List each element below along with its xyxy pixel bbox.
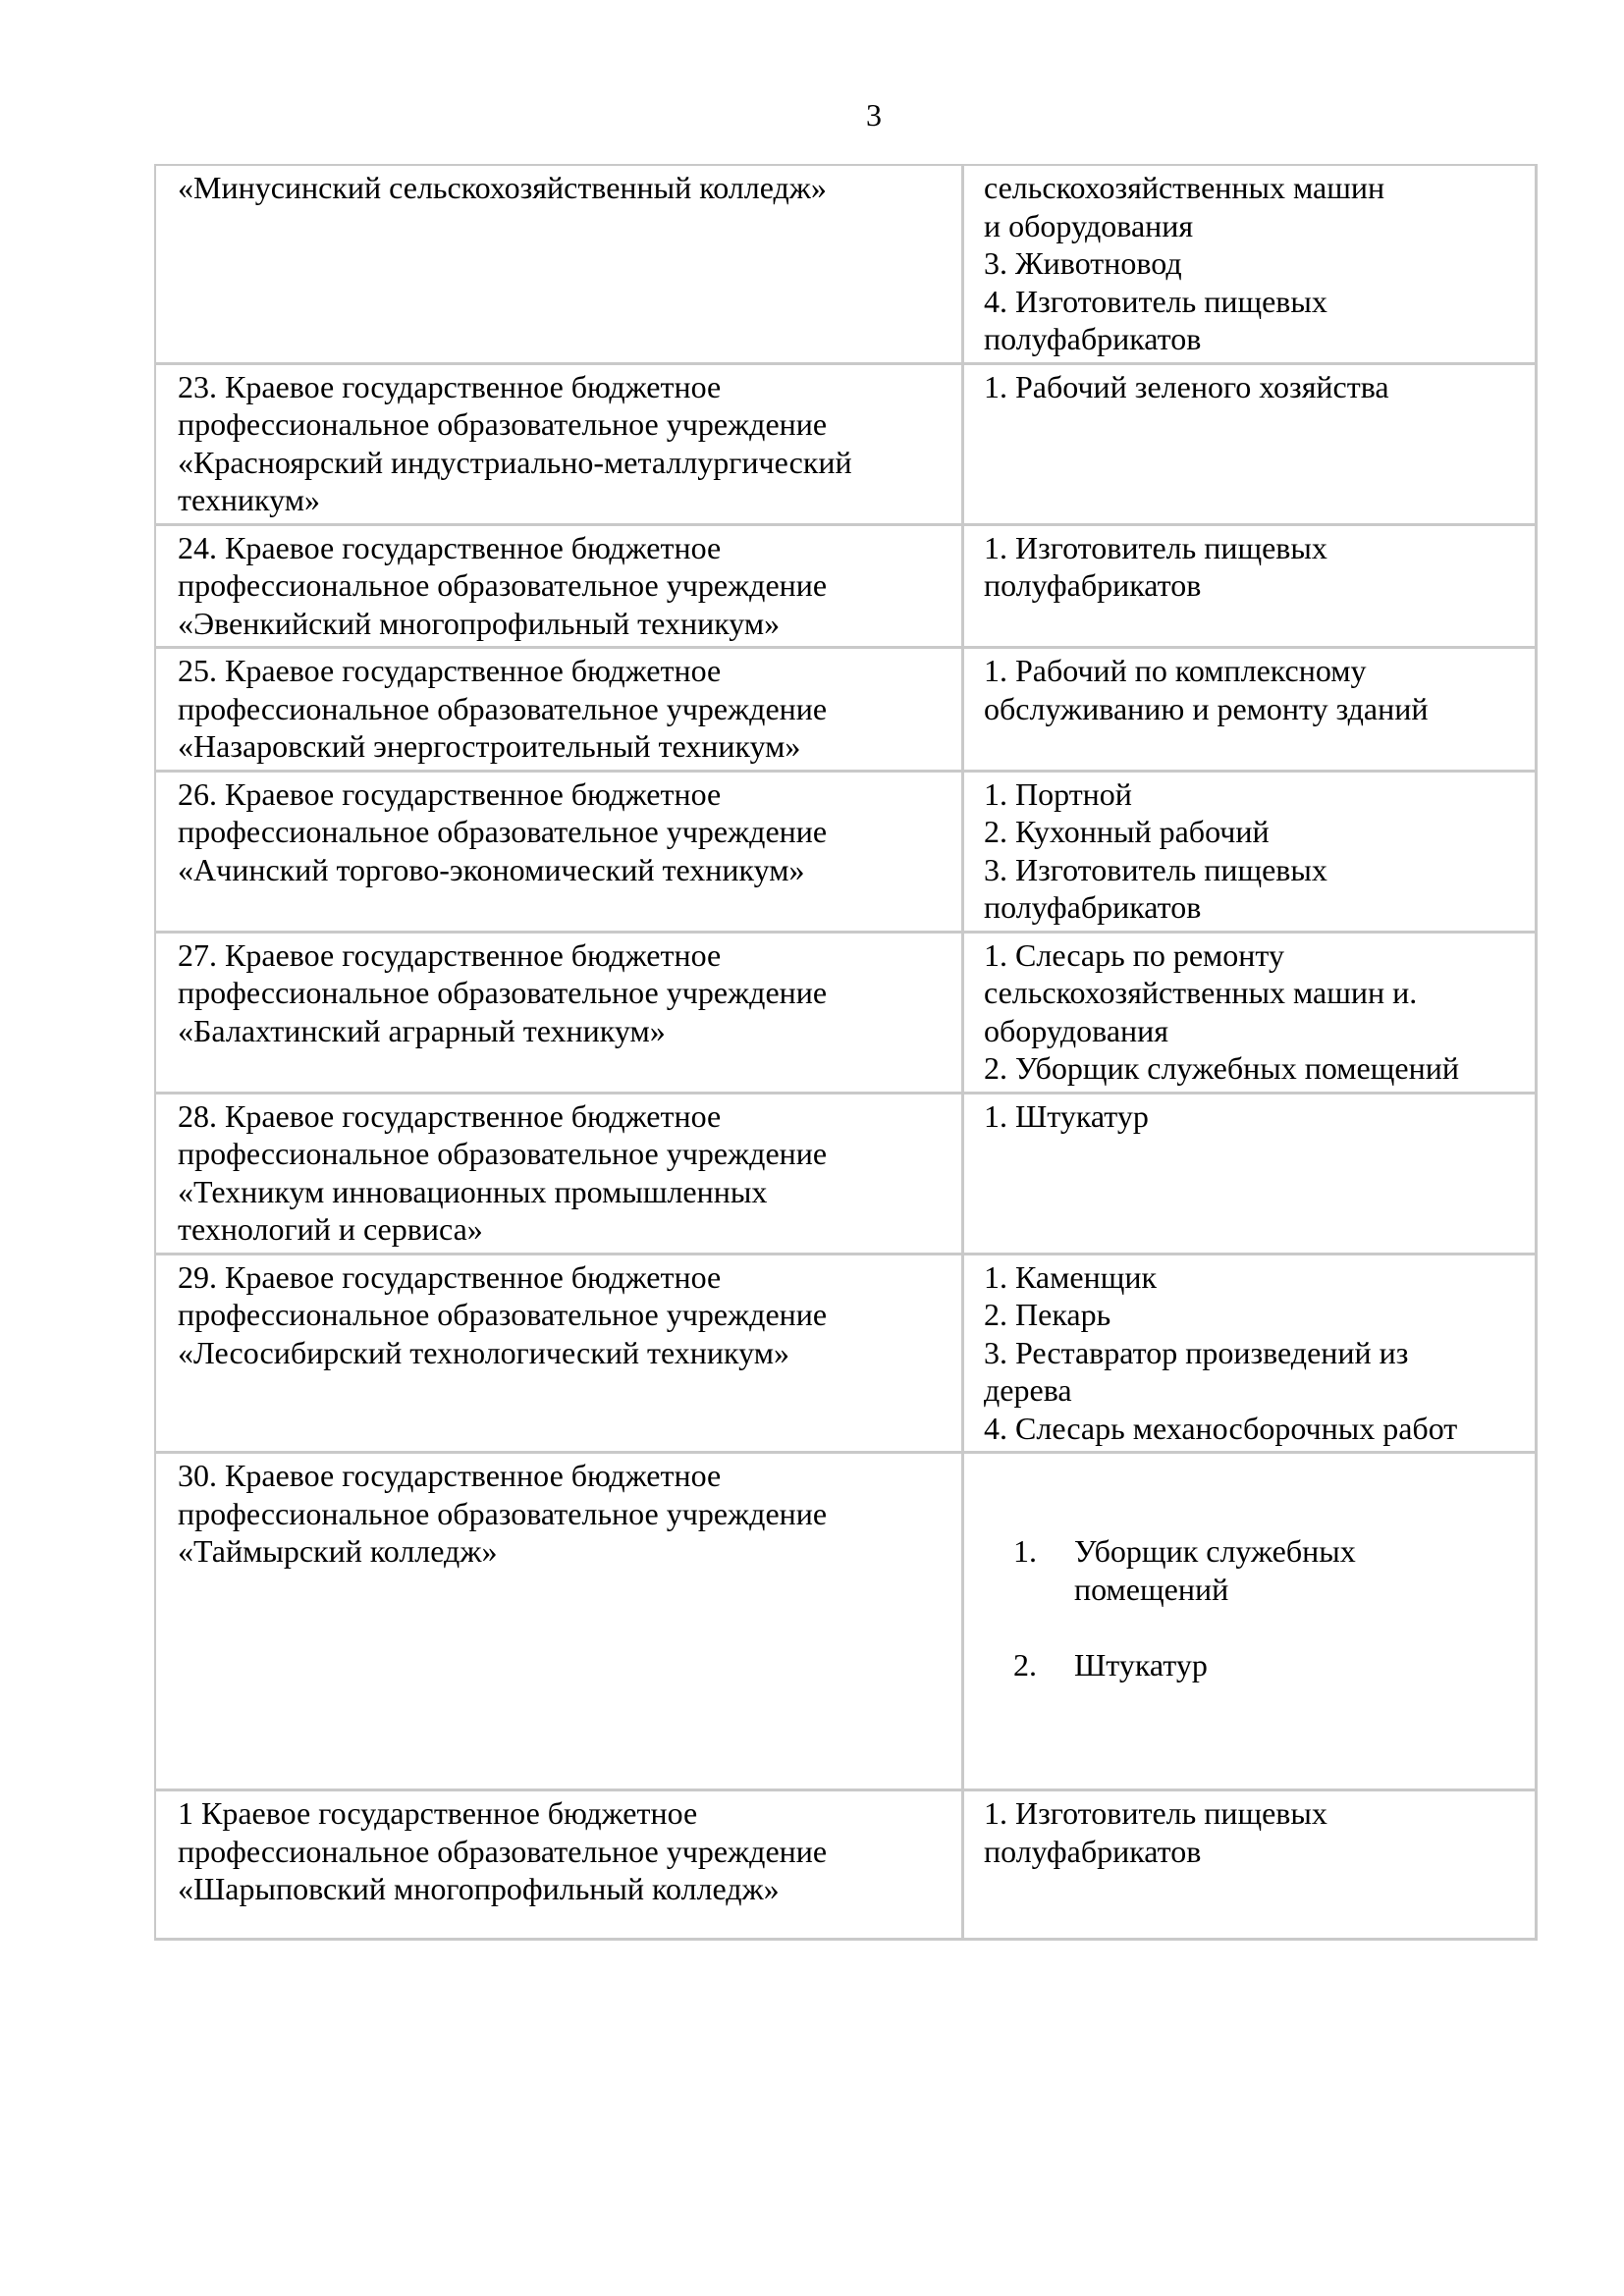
professions-cell [964, 1454, 1538, 1791]
table-row [156, 934, 1538, 1095]
table-row [156, 166, 1538, 365]
list-item-number: 1. [1013, 1533, 1037, 1569]
table-row [156, 1791, 1538, 1941]
institution-cell: 23. Краевое государственное бюджетное профессиональное образовательное учреждение «Красноярский индустриально-металлургический техникум» [156, 365, 964, 526]
institution-cell: «Минусинский сельскохозяйственный колледж» [156, 166, 964, 365]
institution-cell: 25. Краевое государственное бюджетное профессиональное образовательное учреждение «Назаровский энергостроительный техникум» [156, 649, 964, 773]
page-number: 3 [866, 97, 882, 133]
institutions-table [154, 164, 1538, 1941]
list-item-text: Штукатур [1074, 1646, 1208, 1682]
professions-cell: 1. Рабочий по комплексному обслуживанию и ремонту зданий [964, 649, 1538, 773]
table-row [156, 526, 1538, 650]
professions-cell: 1. Рабочий зеленого хозяйства [964, 365, 1538, 526]
list-item [1013, 1532, 1525, 1608]
professions-cell: 1. Штукатур [964, 1095, 1538, 1255]
institution-cell: 29. Краевое государственное бюджетное профессиональное образовательное учреждение «Лесосибирский технологический техникум» [156, 1255, 964, 1455]
table-row [156, 1454, 1538, 1791]
institution-cell: 28. Краевое государственное бюджетное профессиональное образовательное учреждение «Техникум инновационных промышленных технологий и сервиса» [156, 1095, 964, 1255]
professions-cell: 1. Изготовитель пищевых полуфабрикатов [964, 1791, 1538, 1941]
list-item-number: 2. [1013, 1646, 1037, 1682]
table-row [156, 1095, 1538, 1255]
professions-cell: 1. Изготовитель пищевых полуфабрикатов [964, 526, 1538, 650]
list-item-text: Уборщик служебных помещений [1074, 1533, 1356, 1607]
institution-cell: 30. Краевое государственное бюджетное профессиональное образовательное учреждение «Таймырский колледж» [156, 1454, 964, 1791]
institution-cell: 27. Краевое государственное бюджетное профессиональное образовательное учреждение «Балахтинский аграрный техникум» [156, 934, 964, 1095]
professions-cell: 1. Каменщик 2. Пекарь 3. Реставратор произведений из дерева 4. Слесарь механосборочных работ [964, 1255, 1538, 1455]
professions-list [984, 1495, 1525, 1722]
professions-cell: сельскохозяйственных машин и оборудования 3. Животновод 4. Изготовитель пищевых полуфабрикатов [964, 166, 1538, 365]
table-row [156, 649, 1538, 773]
institution-cell: 1 Краевое государственное бюджетное профессиональное образовательное учреждение «Шарыповский многопрофильный колледж» [156, 1791, 964, 1941]
table-row [156, 773, 1538, 934]
professions-cell: 1. Портной 2. Кухонный рабочий 3. Изготовитель пищевых полуфабрикатов [964, 773, 1538, 934]
table-row [156, 1255, 1538, 1455]
table-row [156, 365, 1538, 526]
list-item [1013, 1646, 1525, 1684]
professions-cell: 1. Слесарь по ремонту сельскохозяйственных машин и. оборудования 2. Уборщик служебных помещений [964, 934, 1538, 1095]
institution-cell: 24. Краевое государственное бюджетное профессиональное образовательное учреждение «Эвенкийский многопрофильный техникум» [156, 526, 964, 650]
institution-cell: 26. Краевое государственное бюджетное профессиональное образовательное учреждение «Ачинский торгово-экономический техникум» [156, 773, 964, 934]
